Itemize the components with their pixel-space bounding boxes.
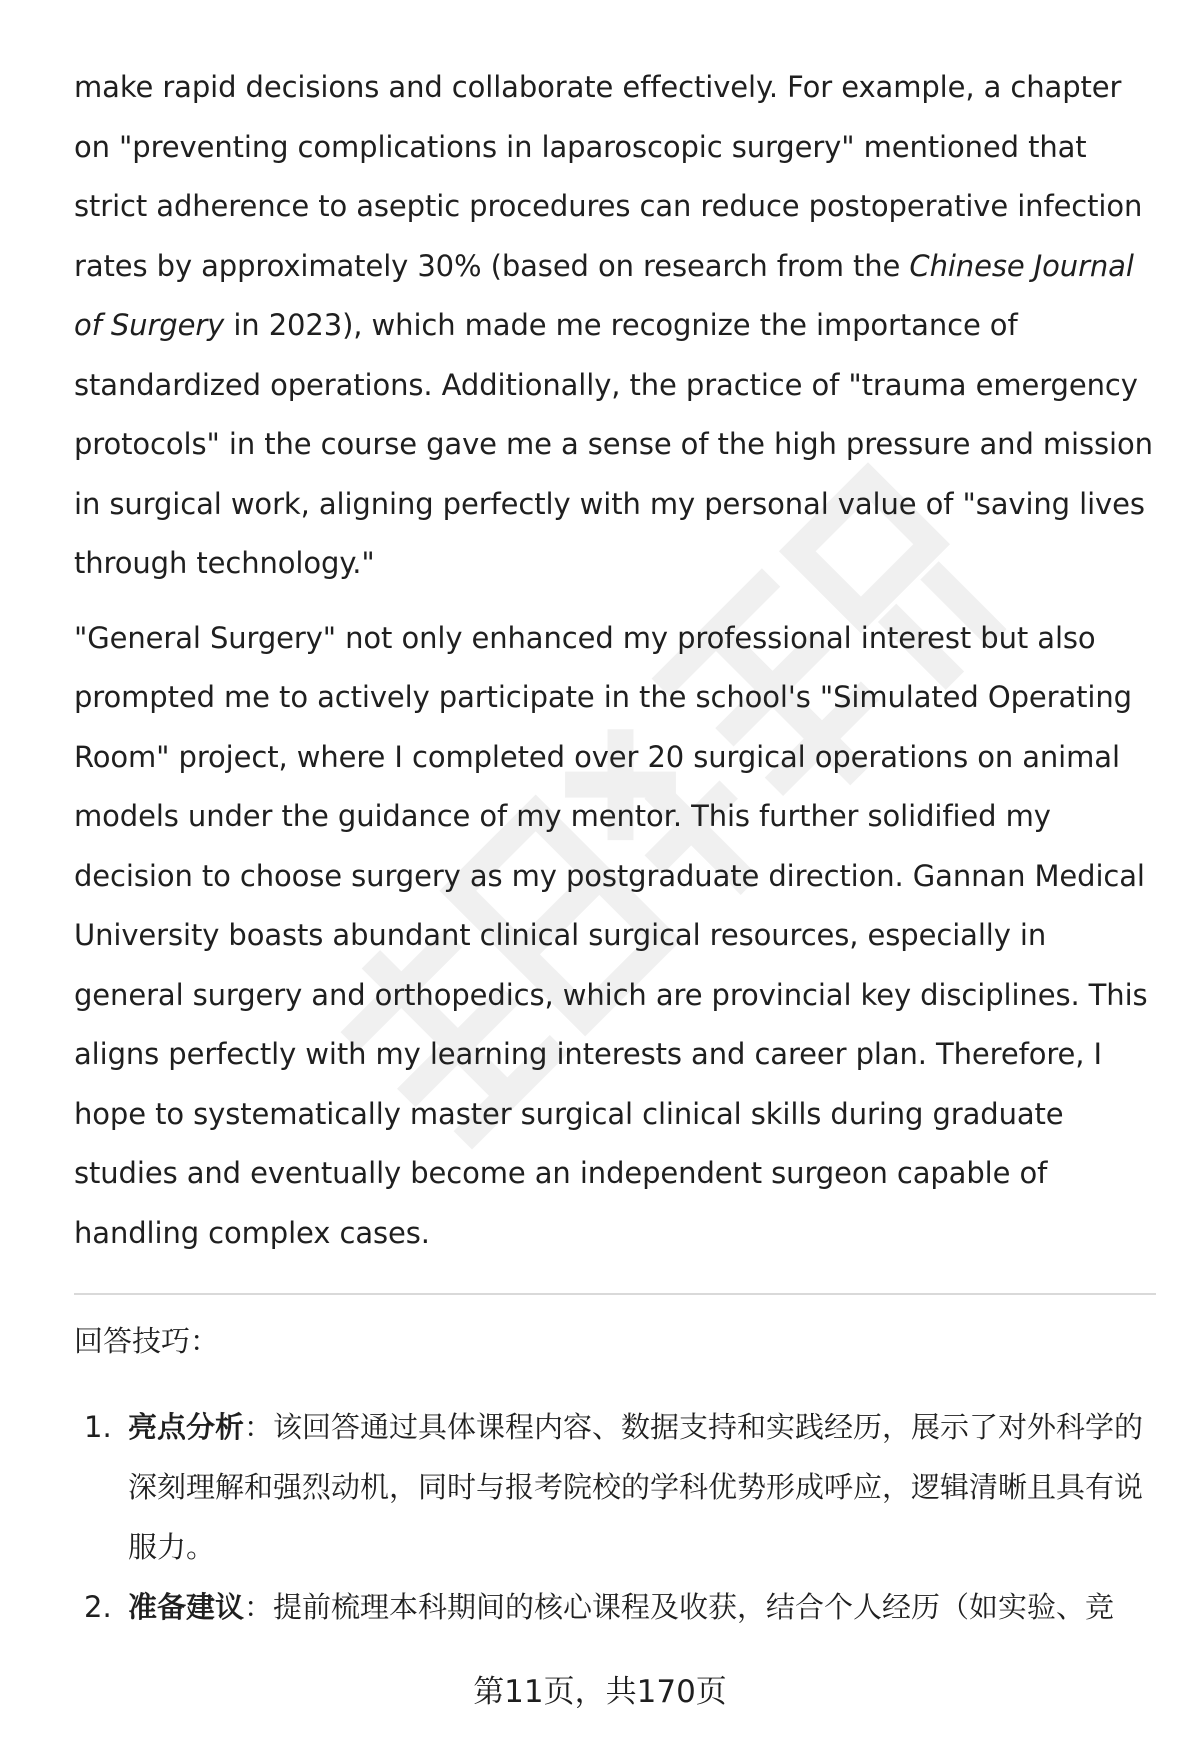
main-content <box>74 58 1164 1637</box>
tip-text: ：该回答通过具体课程内容、数据支持和实践经历，展示了对外科学的深刻理解和强烈动机，同时与报考院校的学科优势形成呼应，逻辑清晰且具有说服力。 <box>128 1410 1144 1564</box>
page-number-footer: 第11页，共170页 <box>473 1674 727 1710</box>
paragraph-1-text-a: make rapid decisions and collaborate effectively. For example, a chapter on "preventing complications in laparoscopic surgery" mentioned that strict adherence to aseptic procedures can reduce postoperative infection rates by approximately 30% (based on research from the <box>74 70 1143 283</box>
tips-heading: 回答技巧： <box>74 1324 220 1358</box>
list-number: 2. <box>84 1590 112 1624</box>
list-number: 1. <box>84 1410 112 1444</box>
tip-text: ：提前梳理本科期间的核心课程及收获，结合个人经历（如实验、竞 <box>244 1590 1115 1624</box>
paragraph-1-text-b: in 2023), which made me recognize the importance of standardized operations. Additionally, the practice of "trauma emergency protocols" in the course gave me a sense of the high pressure and mission in surgical work, aligning perfectly with my personal value of "saving lives through technology." <box>74 308 1153 580</box>
body-paragraph-1 <box>74 58 1164 594</box>
tip-label: 准备建议 <box>128 1590 245 1624</box>
section-divider <box>74 1293 1156 1295</box>
tip-label: 亮点分析 <box>128 1410 245 1444</box>
body-paragraph-2: "General Surgery" not only enhanced my professional interest but also prompted me to actively participate in the school's "Simulated Operating Room" project, where I completed over 20 surgical operations on animal models under the guidance of my mentor. This further solidified my decision to choose surgery as my postgraduate direction. Gannan Medical University boasts abundant clinical surgical resources, especially in general surgery and orthopedics, which are provincial key disciplines. This aligns perfectly with my learning interests and career plan. Therefore, I hope to systematically master surgical clinical skills during graduate studies and eventually become an independent surgeon capable of handling complex cases. <box>74 620 1148 1250</box>
tips-list-item <box>74 1397 1164 1577</box>
tips-list-item <box>74 1577 1164 1637</box>
journal-title: Chinese Journal of Surgery <box>74 248 1134 342</box>
tips-list <box>74 1397 1164 1637</box>
